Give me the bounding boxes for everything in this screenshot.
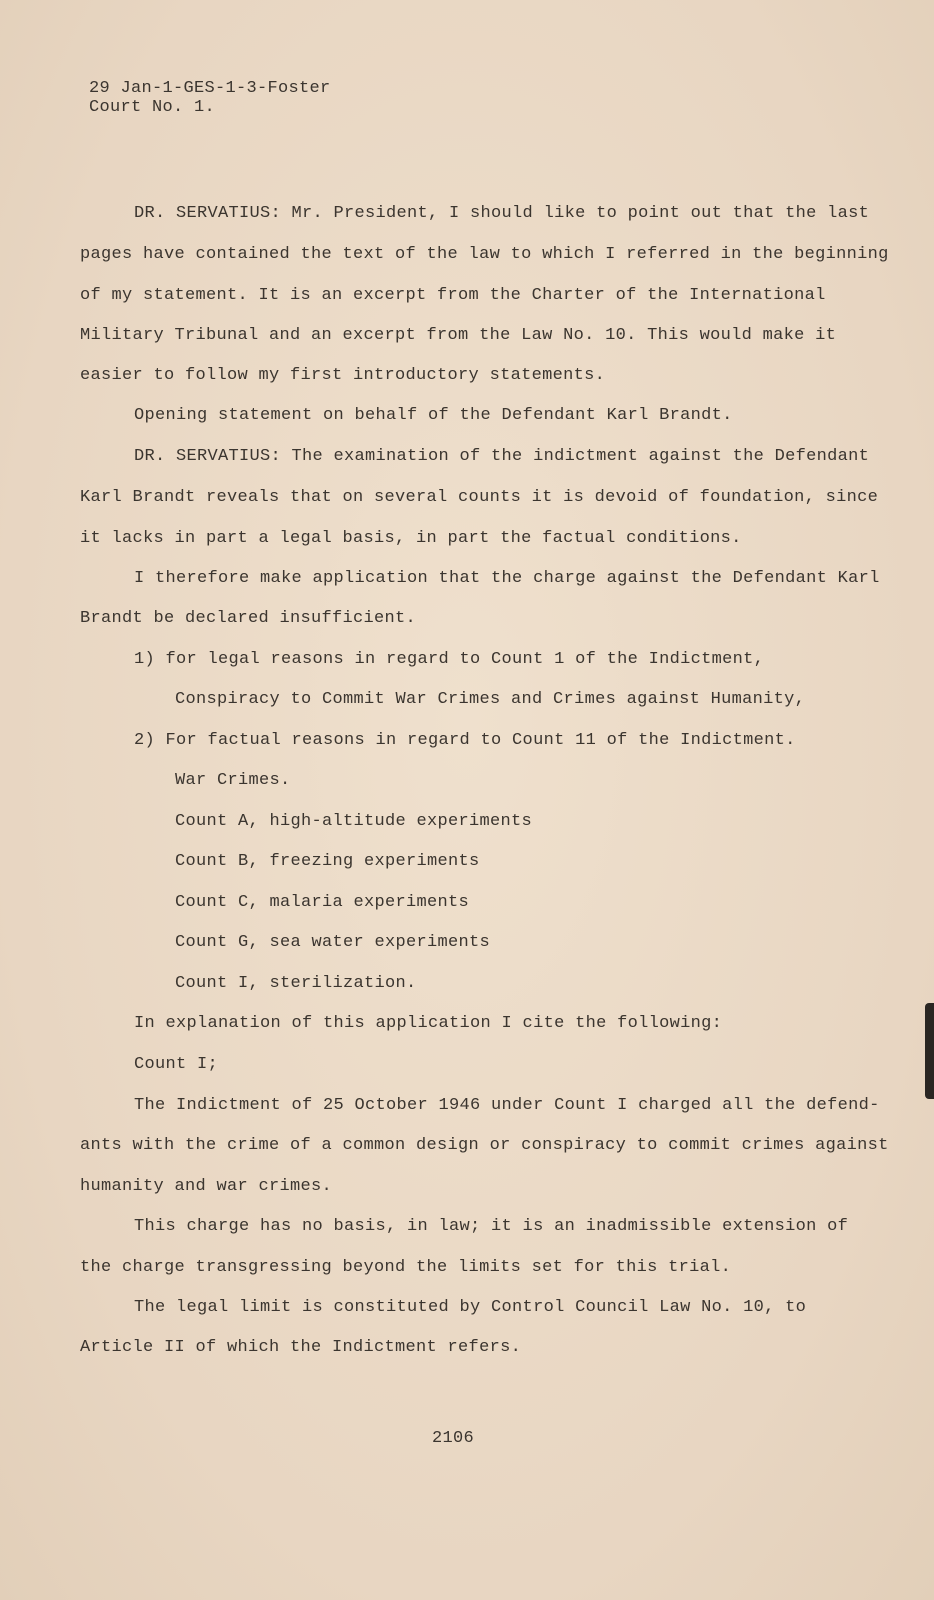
body-line: This charge has no basis, in law; it is an inadmissible extension of: [134, 1217, 849, 1236]
list-item-2: 2) For factual reasons in regard to Count 11 of the Indictment.: [134, 731, 796, 750]
body-line: pages have contained the text of the law to which I referred in the beginning: [80, 245, 889, 264]
body-line: Count I;: [134, 1055, 219, 1074]
list-subitem: Count B, freezing experiments: [175, 852, 480, 871]
edge-shadow-mark: [925, 1003, 934, 1099]
body-line: ants with the crime of a common design or conspiracy to commit crimes against: [80, 1136, 889, 1155]
body-line: it lacks in part a legal basis, in part the factual conditions.: [80, 529, 742, 548]
body-line: Military Tribunal and an excerpt from the Law No. 10. This would make it: [80, 326, 837, 345]
list-subitem: Count I, sterilization.: [175, 974, 417, 993]
list-subitem: Count A, high-altitude experiments: [175, 812, 533, 831]
body-line: Article II of which the Indictment refers.: [80, 1338, 522, 1357]
list-item-1-continuation: Conspiracy to Commit War Crimes and Crimes against Humanity,: [175, 690, 806, 709]
page-number: 2106: [432, 1429, 475, 1448]
body-line: I therefore make application that the charge against the Defendant Karl: [134, 569, 880, 588]
list-subitem: War Crimes.: [175, 771, 291, 790]
body-line: easier to follow my first introductory statements.: [80, 366, 606, 385]
list-subitem: Count G, sea water experiments: [175, 933, 491, 952]
body-line: The legal limit is constituted by Control Council Law No. 10, to: [134, 1298, 807, 1317]
header-line-1: 29 Jan-1-GES-1-3-Foster: [89, 79, 331, 98]
body-line: Karl Brandt reveals that on several counts it is devoid of foundation, since: [80, 488, 879, 507]
list-item-1: 1) for legal reasons in regard to Count 1 of the Indictment,: [134, 650, 765, 669]
body-line: humanity and war crimes.: [80, 1177, 333, 1196]
body-line: The Indictment of 25 October 1946 under Count I charged all the defend-: [134, 1096, 880, 1115]
body-line: DR. SERVATIUS: The examination of the indictment against the Defendant: [134, 447, 870, 466]
body-line: of my statement. It is an excerpt from the Charter of the International: [80, 286, 826, 305]
body-line: the charge transgressing beyond the limits set for this trial.: [80, 1258, 732, 1277]
body-line: Opening statement on behalf of the Defendant Karl Brandt.: [134, 406, 733, 425]
body-line: DR. SERVATIUS: Mr. President, I should like to point out that the last: [134, 204, 870, 223]
body-line: Brandt be declared insufficient.: [80, 609, 417, 628]
body-line: In explanation of this application I cite the following:: [134, 1014, 723, 1033]
header-line-2: Court No. 1.: [89, 98, 216, 117]
list-subitem: Count C, malaria experiments: [175, 893, 470, 912]
